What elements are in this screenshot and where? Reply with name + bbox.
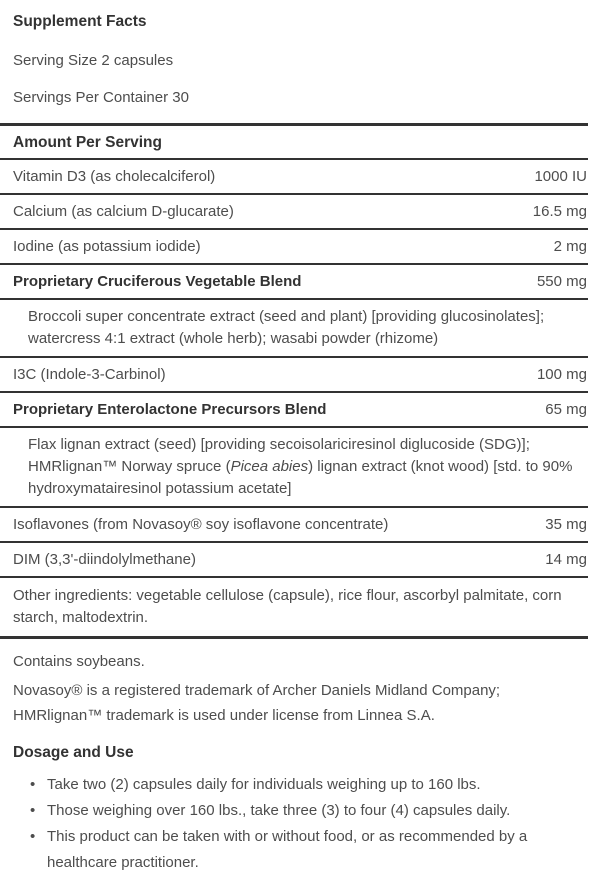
blend-detail-text-pre: Flax lignan extract (seed) [providing secoisolariciresinol diglucoside (SDG)]; HMRlignan™ Norway spruce (: [28, 436, 530, 475]
table-row-calcium: [0, 195, 588, 230]
serving-size-line: Serving Size 2 capsules: [13, 52, 174, 69]
amount-per-serving-header: [0, 126, 588, 160]
dosage-item: • This product can be taken with or without food, or as recommended by a healthcare practitioner.: [0, 824, 588, 876]
row-name: Proprietary Cruciferous Vegetable Blend: [13, 273, 302, 290]
dosage-item: • Take two (2) capsules daily for individuals weighing up to 160 lbs.: [0, 772, 588, 798]
row-name: Isoflavones (from Novasoy® soy isoflavone concentrate): [13, 516, 389, 533]
row-amount: 1000 IU: [534, 168, 587, 185]
row-name: Calcium (as calcium D-glucarate): [13, 203, 234, 220]
table-row-dim: [0, 543, 588, 578]
table-row-cruciferous-blend: [0, 265, 588, 300]
row-amount: 16.5 mg: [532, 203, 587, 220]
amount-per-serving-label: Amount Per Serving: [13, 134, 162, 151]
row-amount: 100 mg: [536, 366, 587, 383]
table-row-iodine: [0, 230, 588, 265]
row-amount: 2 mg: [553, 238, 587, 255]
servings-per-container-line: Servings Per Container 30: [13, 89, 189, 106]
trademark-note: Novasoy® is a registered trademark of Archer Daniels Midland Company; HMRlignan™ trademark is used under license from Linnea S.A.: [13, 682, 501, 724]
table-row-i3c: [0, 358, 588, 393]
dosage-and-use-heading: Dosage and Use: [13, 744, 134, 761]
row-name: I3C (Indole-3-Carbinol): [13, 366, 166, 383]
blend-detail-text: Broccoli super concentrate extract (seed and plant) [providing glucosinolates]; watercress 4:1 extract (whole herb); wasabi powder (rhizome): [28, 308, 545, 347]
dosage-list: [0, 772, 588, 876]
other-ingredients-text: Other ingredients: vegetable cellulose (capsule), rice flour, ascorbyl palmitate, corn starch, maltodextrin.: [13, 587, 562, 626]
row-name: Iodine (as potassium iodide): [13, 238, 201, 255]
facts-table: [0, 123, 588, 639]
cruciferous-blend-ingredients-detail: [0, 300, 588, 358]
blend-detail-text-post: ) lignan extract (knot wood) [std. to 90% hydroxymatairesinol potassium acetate]: [28, 458, 573, 497]
row-amount: 14 mg: [545, 551, 587, 568]
other-ingredients: [0, 578, 588, 639]
latin-species-name: Picea abies: [230, 458, 309, 475]
supplement-facts-title: Supplement Facts: [13, 13, 147, 30]
row-amount: 65 mg: [545, 401, 587, 418]
row-amount: 35 mg: [545, 516, 587, 533]
table-row-vitamin-d3: [0, 160, 588, 195]
row-name: Proprietary Enterolactone Precursors Blend: [13, 401, 327, 418]
enterolactone-blend-ingredients-detail: [0, 428, 588, 508]
dosage-item: • Those weighing over 160 lbs., take three (3) to four (4) capsules daily.: [0, 798, 588, 824]
table-row-isoflavones: [0, 508, 588, 543]
row-amount: 550 mg: [536, 273, 587, 290]
allergen-statement: Contains soybeans.: [13, 653, 145, 670]
row-name: Vitamin D3 (as cholecalciferol): [13, 168, 216, 185]
row-name: DIM (3,3'-diindolylmethane): [13, 551, 196, 568]
table-row-enterolactone-blend: [0, 393, 588, 428]
